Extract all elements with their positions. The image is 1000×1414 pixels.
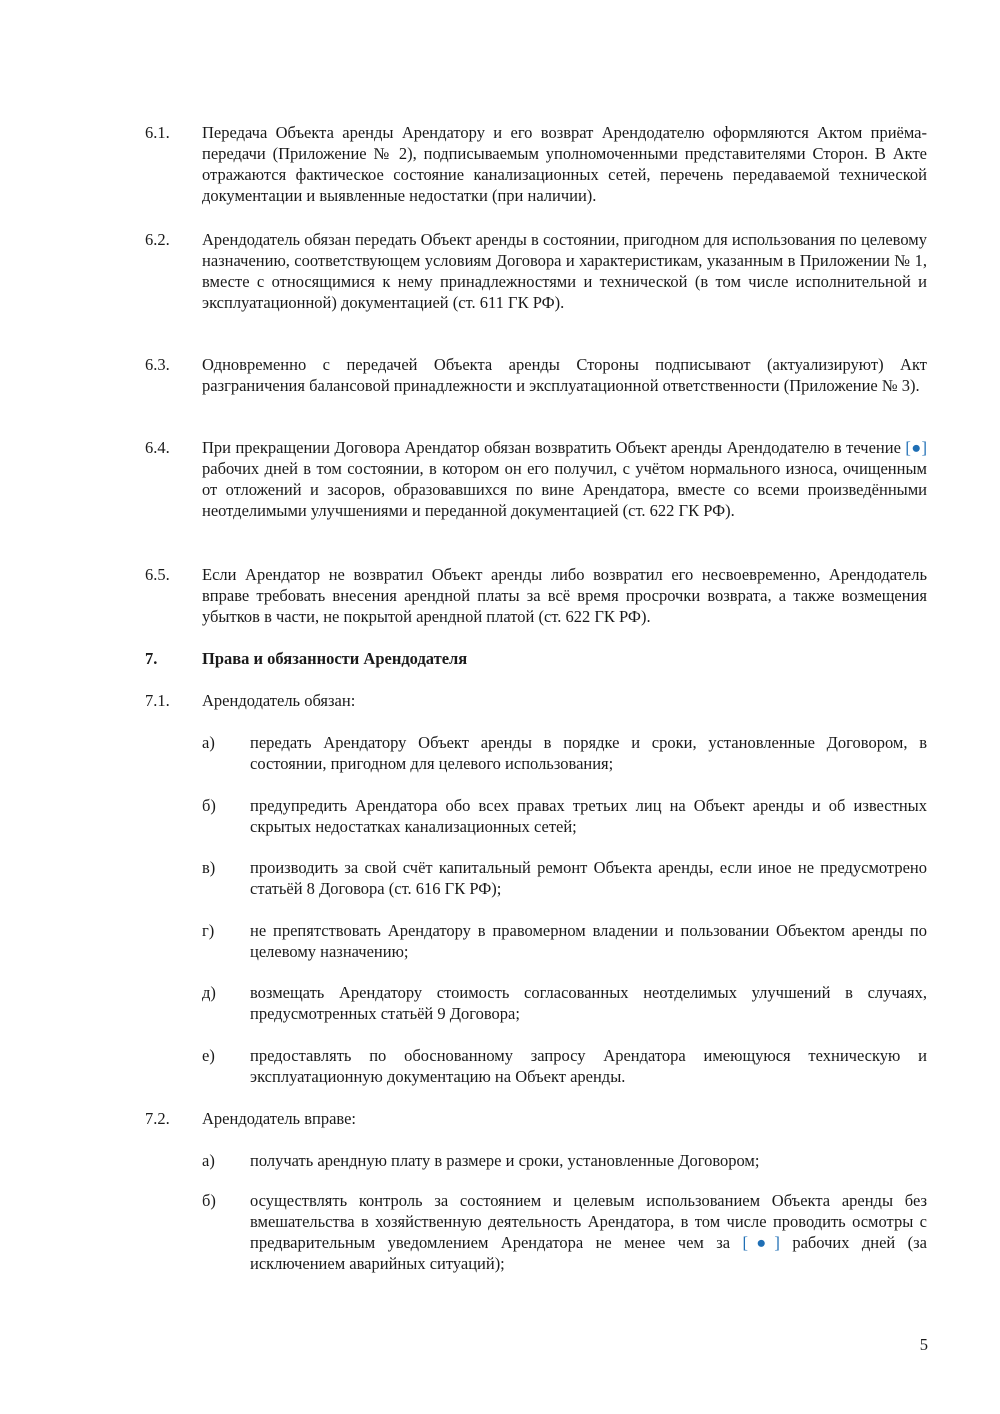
list-item-7-1-g [202, 920, 927, 962]
list-item-text: получать арендную плату в размере и сроки, установленные Договором; [250, 1151, 760, 1170]
text-after: рабочих дней (за исключением аварийных ситуаций); [250, 1233, 927, 1273]
text-after: рабочих дней в том состоянии, в котором он его получил, с учётом нормального износа, очищенным от отложений и засоров, образовавшихся по вине Арендатора, вместе со всеми произведёнными неотделимыми улучшениями и переданной документацией (ст. 622 ГК РФ). [202, 459, 927, 520]
list-item-7-1-a [202, 732, 927, 774]
list-item-7-1-e [202, 1045, 927, 1087]
placeholder-marker: [●] [905, 438, 927, 457]
list-letter: б) [202, 1191, 216, 1210]
list-item-text: предоставлять по обоснованному запросу Арендатора имеющуюся техническую и эксплуатационную документацию на Объект аренды. [250, 1046, 927, 1086]
list-item-7-1-d [202, 982, 927, 1024]
clause-number: 6.3. [145, 355, 170, 374]
clause-6-4 [145, 437, 927, 521]
placeholder-marker: [●] [742, 1233, 780, 1252]
clause-text: Арендодатель обязан передать Объект аренды в состоянии, пригодном для использования по целевому назначению, соответствующем условиям Договора и характеристикам, указанным в Приложении № 1, вместе с относящимися к нему принадлежностями и технической (в том числе исполнительной и эксплуатационной) документацией (ст. 611 ГК РФ). [202, 230, 927, 312]
clause-number: 7.2. [145, 1109, 170, 1128]
list-letter: е) [202, 1046, 215, 1065]
clause-6-2 [145, 229, 927, 313]
list-letter: в) [202, 858, 216, 877]
list-item-text: предупредить Арендатора обо всех правах третьих лиц на Объект аренды и об известных скрытых недостатках канализационных сетей; [250, 796, 927, 836]
clause-number: 6.4. [145, 438, 170, 457]
list-letter: г) [202, 921, 215, 940]
list-item-text: производить за свой счёт капитальный ремонт Объекта аренды, если иное не предусмотрено статьёй 8 Договора (ст. 616 ГК РФ); [250, 858, 927, 898]
section-number: 7. [145, 649, 158, 668]
section-7-heading [145, 648, 927, 669]
clause-6-5 [145, 564, 927, 627]
clause-number: 6.5. [145, 565, 170, 584]
text-before: При прекращении Договора Арендатор обязан возвратить Объект аренды Арендодателю в течение [202, 438, 906, 457]
clause-number: 6.1. [145, 123, 170, 142]
clause-6-1 [145, 122, 927, 206]
list-letter: д) [202, 983, 216, 1002]
clause-number: 7.1. [145, 691, 170, 710]
clause-7-2 [145, 1108, 927, 1129]
clause-number: 6.2. [145, 230, 170, 249]
list-item-text: передать Арендатору Объект аренды в порядке и сроки, установленные Договором, в состоянии, пригодном для целевого использования; [250, 733, 927, 773]
list-item-text: не препятствовать Арендатору в правомерном владении и пользовании Объектом аренды по целевому назначению; [250, 921, 927, 961]
clause-text: Передача Объекта аренды Арендатору и его возврат Арендодателю оформляются Актом приёма-передачи (Приложение № 2), подписываемым уполномоченными представителями Сторон. В Акте отражаются фактическое состояние канализационных сетей, перечень передаваемой технической документации и выявленные недостатки (при наличии). [202, 123, 927, 205]
list-letter: а) [202, 1151, 215, 1170]
section-title: Права и обязанности Арендодателя [202, 649, 468, 668]
clause-6-3 [145, 354, 927, 396]
clause-text: Одновременно с передачей Объекта аренды Стороны подписывают (актуализируют) Акт разграничения балансовой принадлежности и эксплуатационной ответственности (Приложение № 3). [202, 355, 927, 395]
list-item-7-1-b [202, 795, 927, 837]
list-item-text: возмещать Арендатору стоимость согласованных неотделимых улучшений в случаях, предусмотренных статьёй 9 Договора; [250, 983, 927, 1023]
clause-text: Арендодатель вправе: [202, 1109, 356, 1128]
clause-text: Арендодатель обязан: [202, 691, 356, 710]
clause-text [202, 437, 927, 521]
list-letter: а) [202, 733, 215, 752]
list-item-7-1-v [202, 857, 927, 899]
list-item-text [250, 1190, 927, 1274]
list-item-7-2-b [202, 1190, 927, 1274]
list-item-7-2-a [202, 1150, 927, 1171]
list-letter: б) [202, 796, 216, 815]
clause-7-1 [145, 690, 927, 711]
page-number: 5 [919, 1335, 928, 1354]
text-before: осуществлять контроль за состоянием и целевым использованием Объекта аренды без вмешательства в хозяйственную деятельность Арендатора, в том числе проводить осмотры с предварительным уведомлением Арендатора не менее чем за [250, 1191, 927, 1252]
clause-text: Если Арендатор не возвратил Объект аренды либо возвратил его несвоевременно, Арендодатель вправе требовать внесения арендной платы за всё время просрочки возврата, а также возмещения убытков в части, не покрытой арендной платой (ст. 622 ГК РФ). [202, 565, 927, 626]
